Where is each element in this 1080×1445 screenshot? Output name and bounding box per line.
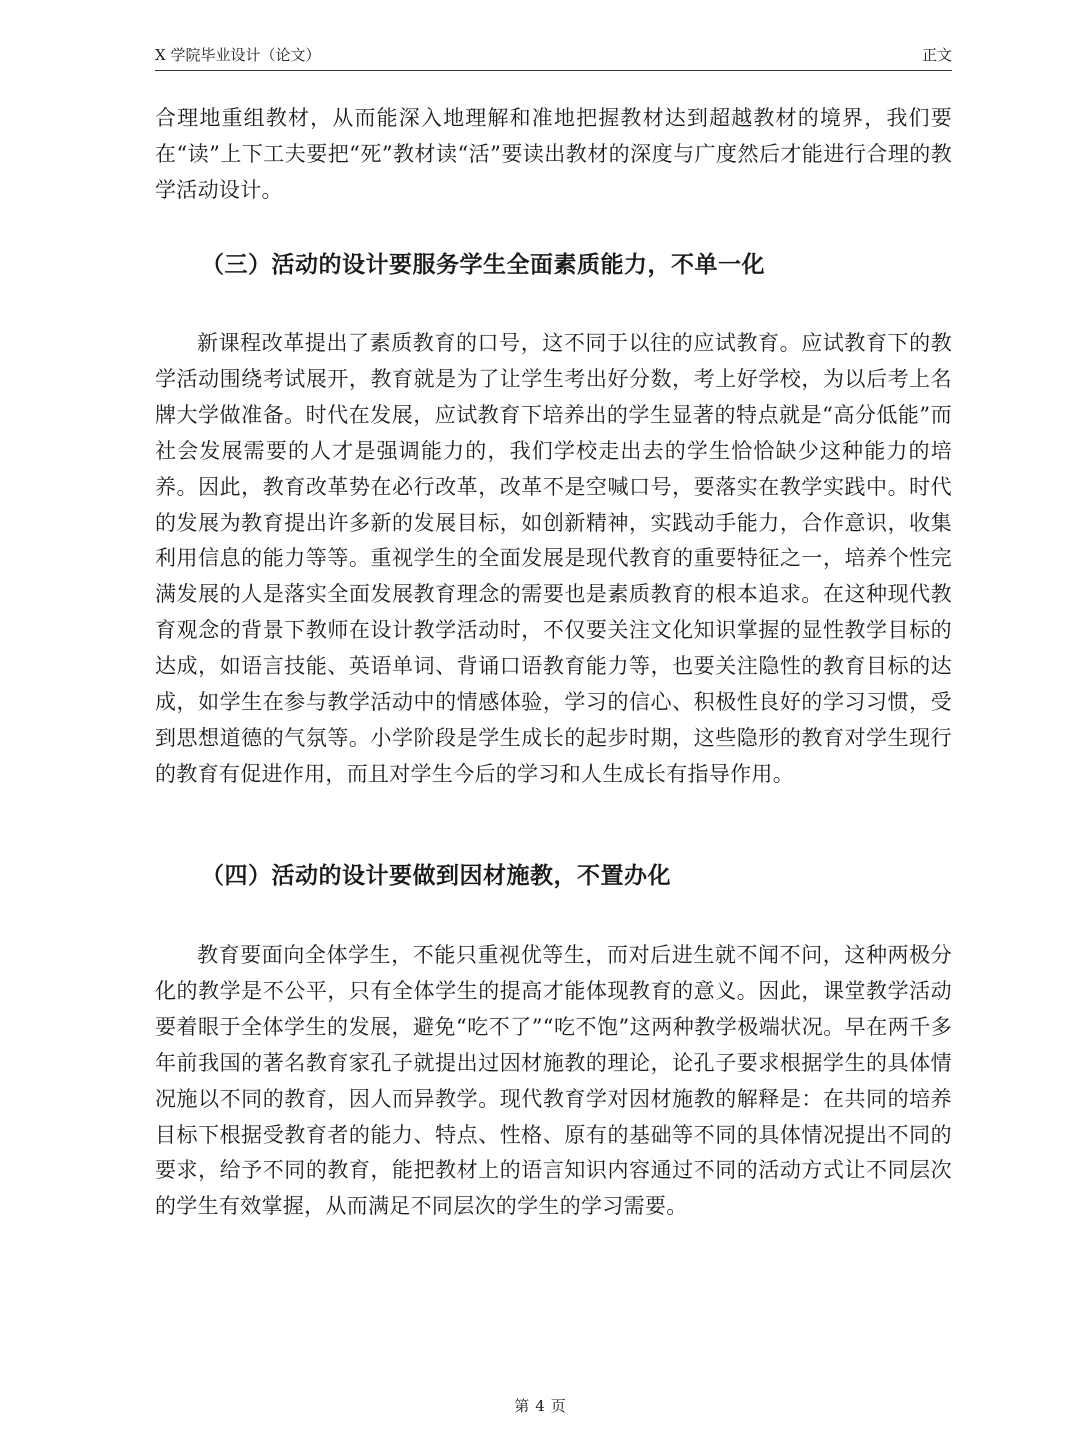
page-footer bbox=[0, 1395, 1080, 1416]
section-heading-4: （四）活动的设计要做到因材施教，不置办化 bbox=[201, 863, 671, 889]
footer-suffix: 页 bbox=[550, 1397, 566, 1415]
page-number: 4 bbox=[535, 1397, 545, 1415]
footer-prefix: 第 bbox=[514, 1397, 530, 1415]
header-title: X 学院毕业设计（论文） bbox=[155, 46, 321, 64]
paragraph-section-3: 新课程改革提出了素质教育的口号，这不同于以往的应试教育。应试教育下的教学活动围绕考试展开，教育就是为了让学生考出好分数，考上好学校，为以后考上名牌大学做准备。时代在发展，应试教育下培养出的学生显著的特点就是“高分低能”而社会发展需要的人才是强调能力的，我们学校走出去的学生恰恰缺少这种能力的培养。因此，教育改革势在必行改革，改革不是空喊口号，要落实在教学实践中。时代的发展为教育提出许多新的发展目标，如创新精神，实践动手能力，合作意识，收集利用信息的能力等等。重视学生的全面发展是现代教育的重要特征之一，培养个性完满发展的人是落实全面发展教育理念的需要也是素质教育的根本追求。在这种现代教育观念的背景下教师在设计教学活动时，不仅要关注文化知识掌握的显性教学目标的达成，如语言技能、英语单词、背诵口语教育能力等，也要关注隐性的教育目标的达成，如学生在参与教学活动中的情感体验，学习的信心、积极性良好的学习习惯，受到思想道德的气氛等。小学阶段是学生成长的起步时期，这些隐形的教育对学生现行的教育有促进作用，而且对学生今后的学习和人生成长有指导作用。 bbox=[155, 331, 952, 786]
section-heading-3: （三）活动的设计要服务学生全面素质能力，不单一化 bbox=[201, 252, 765, 278]
paragraph-continued: 合理地重组教材，从而能深入地理解和准地把握教材达到超越教材的境界，我们要在“读”上下工夫要把“死”教材读“活”要读出教材的深度与广度然后才能进行合理的教学活动设计。 bbox=[155, 106, 952, 202]
header-section: 正文 bbox=[921, 46, 952, 64]
page-header bbox=[155, 42, 952, 71]
paragraph-section-4: 教育要面向全体学生，不能只重视优等生，而对后进生就不闻不问，这种两极分化的教学是不公平，只有全体学生的提高才能体现教育的意义。因此，课堂教学活动要着眼于全体学生的发展，避免“吃不了”“吃不饱”这两种教学极端状况。早在两千多年前我国的著名教育家孔子就提出过因材施教的理论，论孔子要求根据学生的具体情况施以不同的教育，因人而异教学。现代教育学对因材施教的解释是：在共同的培养目标下根据受教育者的能力、特点、性格、原有的基础等不同的具体情况提出不同的要求，给予不同的教育，能把教材上的语言知识内容通过不同的活动方式让不同层次的学生有效掌握，从而满足不同层次的学生的学习需要。 bbox=[155, 943, 952, 1219]
